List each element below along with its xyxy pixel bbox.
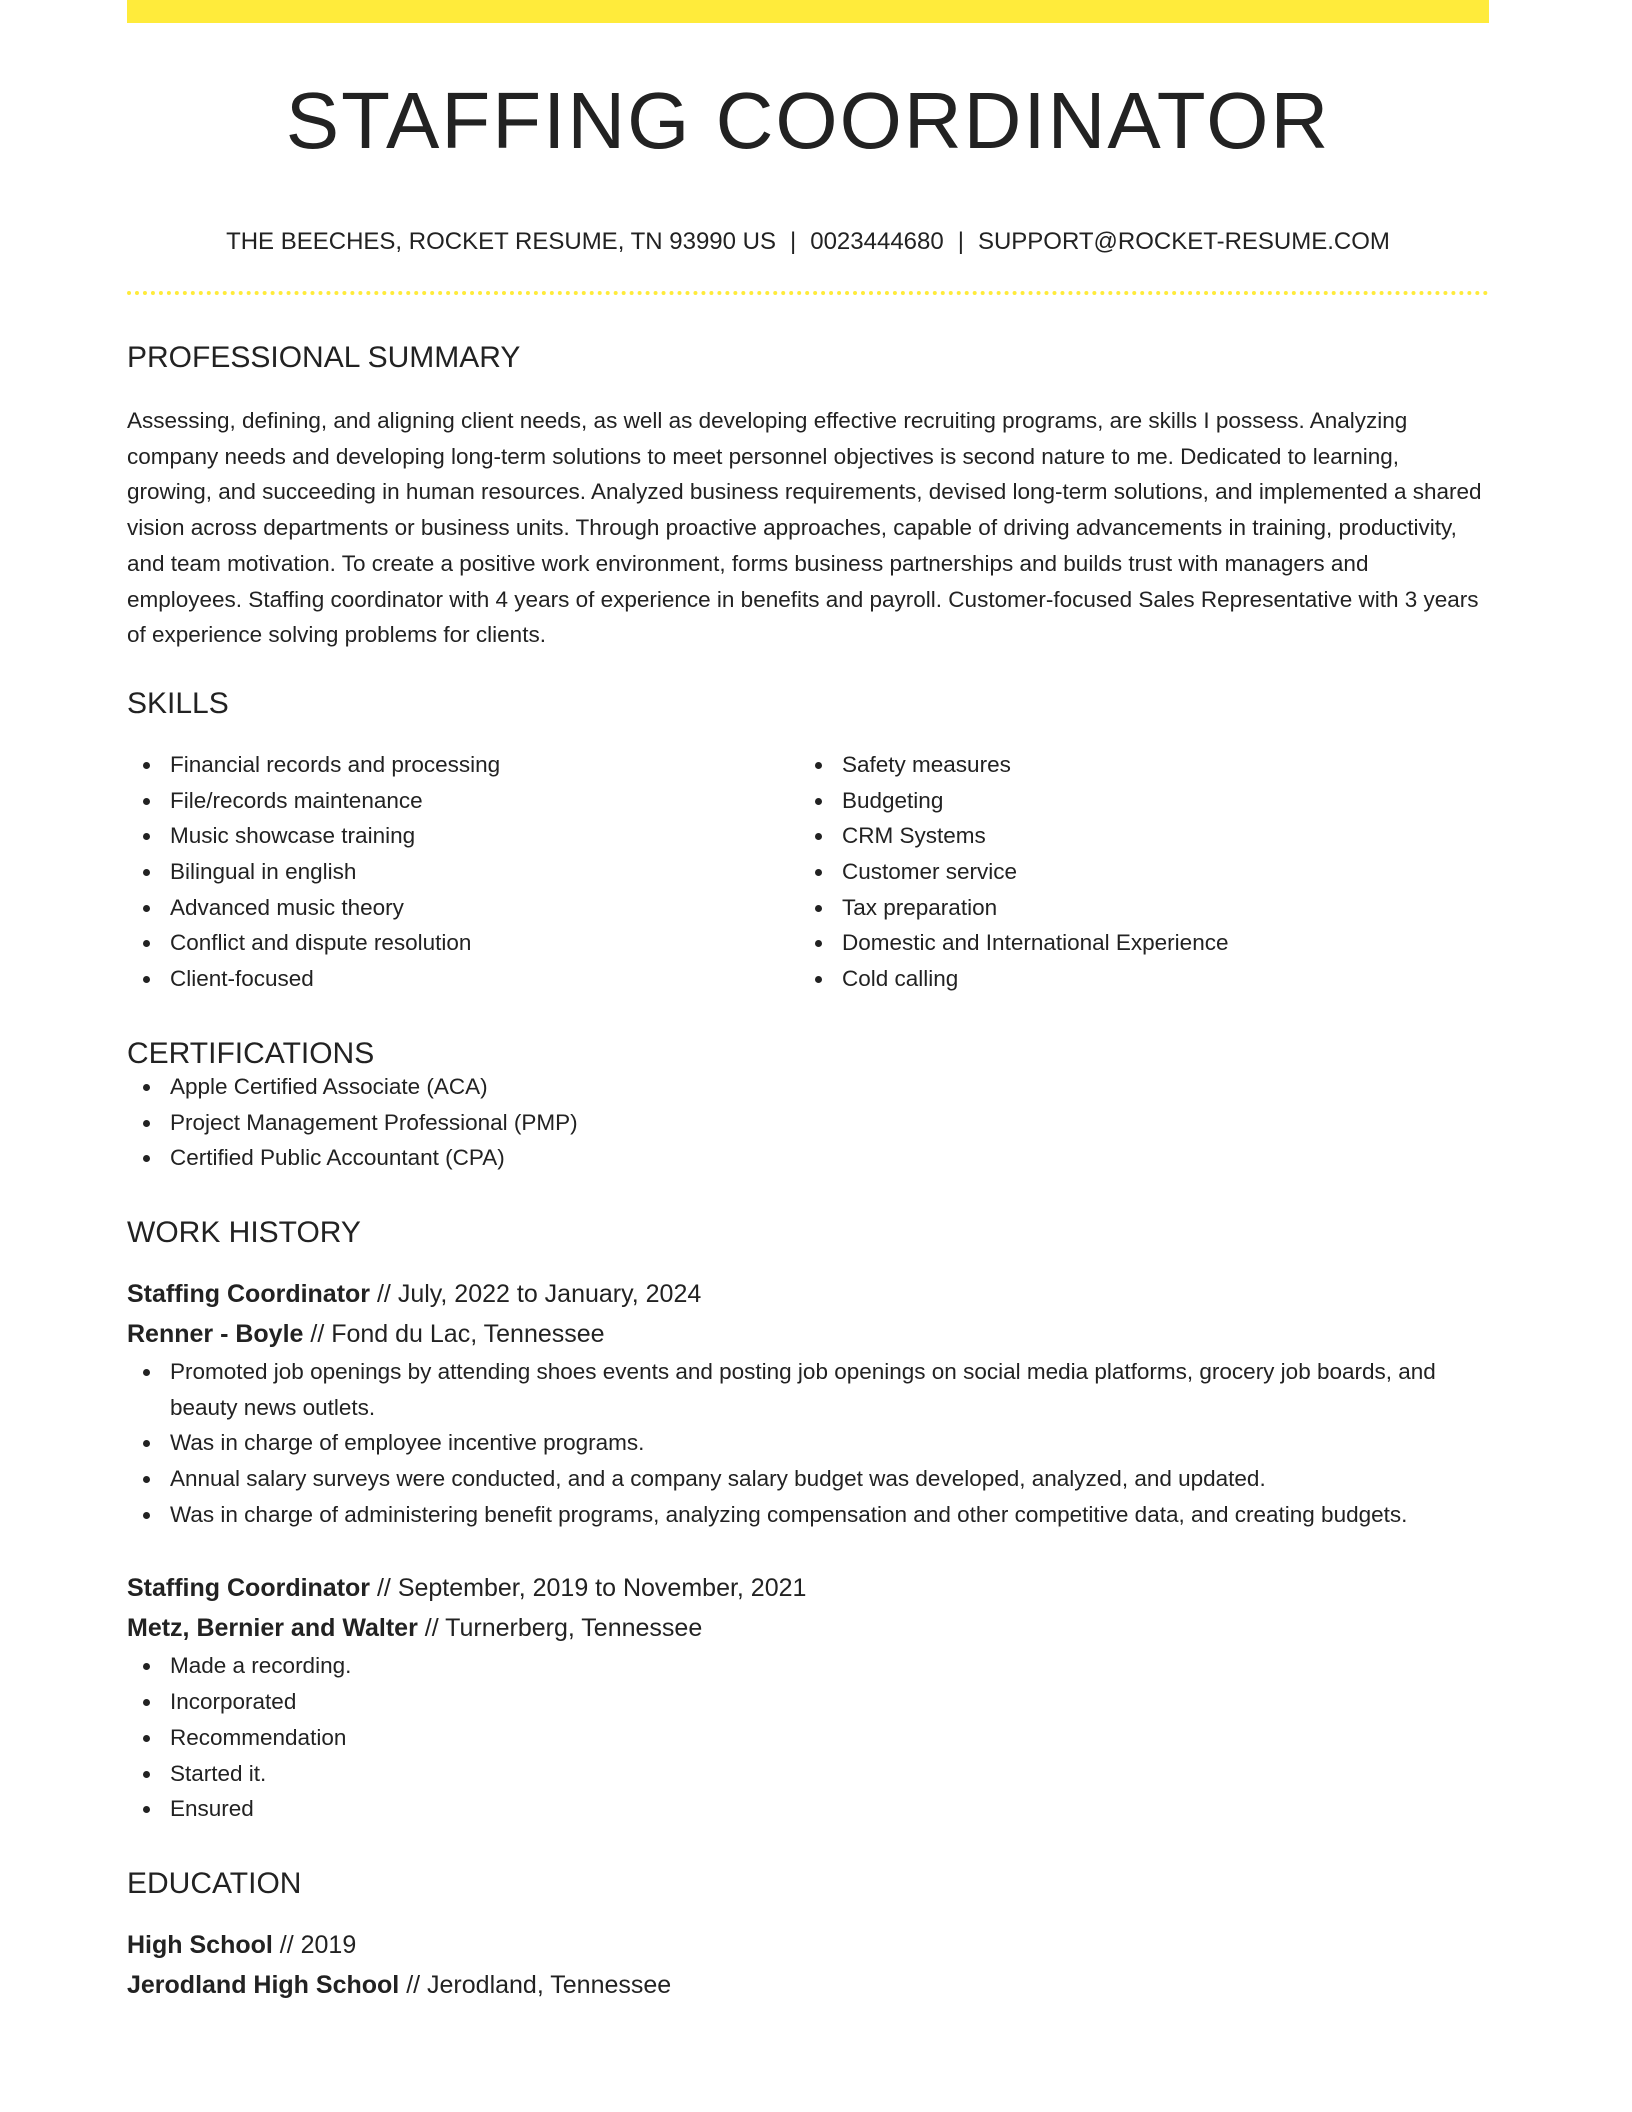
certification-item: Certified Public Accountant (CPA) (127, 1140, 1489, 1176)
job-title-line (127, 1274, 1489, 1314)
job-entry (127, 1568, 1489, 1827)
job-bullet: Ensured (127, 1791, 1489, 1827)
summary-heading: PROFESSIONAL SUMMARY (127, 341, 521, 374)
job-bullet: Was in charge of administering benefit programs, analyzing compensation and other competitive data, and creating budgets. (127, 1497, 1489, 1533)
skills-list-left (127, 747, 799, 997)
contact-address: THE BEECHES, ROCKET RESUME, TN 93990 US (226, 228, 776, 255)
job-company: Renner - Boyle (127, 1319, 304, 1348)
skills-section (127, 686, 1489, 997)
education-heading: EDUCATION (127, 1866, 302, 1900)
education-year: // 2019 (272, 1930, 357, 1959)
education-degree-line (127, 1925, 1489, 1965)
contact-email[interactable]: SUPPORT@ROCKET-RESUME.COM (977, 228, 1390, 255)
skill-item: Music showcase training (127, 818, 799, 854)
skill-item: Conflict and dispute resolution (127, 925, 799, 961)
accent-bar (127, 0, 1489, 23)
work-history-section (127, 1215, 1489, 1827)
contact-phone[interactable]: 0023444680 (810, 228, 944, 255)
job-bullet: Made a recording. (127, 1648, 1489, 1684)
job-bullet-list (127, 1354, 1489, 1533)
job-bullet: Started it. (127, 1756, 1489, 1792)
skills-grid (127, 747, 1489, 997)
skill-item: File/records maintenance (127, 783, 799, 819)
certifications-list (127, 1069, 1489, 1176)
contact-line (127, 230, 1489, 254)
job-company: Metz, Bernier and Walter (127, 1614, 418, 1643)
job-role: Staffing Coordinator (127, 1279, 371, 1308)
skills-list-right (799, 747, 1471, 997)
job-bullet: Annual salary surveys were conducted, and a company salary budget was developed, analyzed, and updated. (127, 1461, 1489, 1497)
skill-item: Budgeting (799, 783, 1471, 819)
contact-separator: | (790, 228, 797, 255)
job-dates: // July, 2022 to January, 2024 (370, 1279, 702, 1308)
job-title-line (127, 1568, 1489, 1608)
job-company-line (127, 1608, 1489, 1648)
job-location: // Fond du Lac, Tennessee (303, 1319, 605, 1348)
work-history-heading: WORK HISTORY (127, 1215, 361, 1249)
dotted-divider (127, 291, 1489, 295)
job-bullet: Incorporated (127, 1684, 1489, 1720)
skills-heading: SKILLS (127, 686, 229, 720)
skill-item: Domestic and International Experience (799, 925, 1471, 961)
job-company-line (127, 1314, 1489, 1354)
education-degree: High School (127, 1930, 273, 1959)
skill-item: Cold calling (799, 961, 1471, 997)
job-entry (127, 1274, 1489, 1533)
skill-item: CRM Systems (799, 818, 1471, 854)
certifications-heading: CERTIFICATIONS (127, 1036, 375, 1070)
summary-section (127, 343, 1489, 653)
contact-separator: | (957, 228, 964, 255)
job-dates: // September, 2019 to November, 2021 (370, 1574, 807, 1603)
skills-column-left (127, 747, 799, 997)
job-bullet: Promoted job openings by attending shoes events and posting job openings on social media platforms, grocery job boards, and beauty news outlets. (127, 1354, 1489, 1425)
skill-item: Safety measures (799, 747, 1471, 783)
certifications-section (127, 1036, 1489, 1176)
resume-title: STAFFING COORDINATOR (285, 76, 1331, 165)
skills-column-right (799, 747, 1471, 997)
education-school-line (127, 1965, 1489, 2005)
summary-text: Assessing, defining, and aligning client needs, as well as developing effective recruiting programs, are skills I possess. Analyzing company needs and developing long-term solutions to meet personnel objectives is second nature to me. Dedicated to learning, growing, and succeeding in human resources. Analyzed business requirements, devised long-term solutions, and implemented a shared vision across departments or business units. Through proactive approaches, capable of driving advancements in training, productivity, and team motivation. To create a positive work environment, forms business partnerships and builds trust with managers and employees. Staffing coordinator with 4 years of experience in benefits and payroll. Customer-focused Sales Representative with 3 years of experience solving problems for clients. (127, 408, 1482, 648)
job-role: Staffing Coordinator (127, 1574, 371, 1603)
job-location: // Turnerberg, Tennessee (417, 1614, 703, 1643)
skill-item: Tax preparation (799, 890, 1471, 926)
skill-item: Client-focused (127, 961, 799, 997)
skill-item: Financial records and processing (127, 747, 799, 783)
job-bullet: Was in charge of employee incentive programs. (127, 1425, 1489, 1461)
education-location: // Jerodland, Tennessee (399, 1970, 672, 1999)
certification-item: Project Management Professional (PMP) (127, 1105, 1489, 1141)
certification-item: Apple Certified Associate (ACA) (127, 1069, 1489, 1105)
education-school: Jerodland High School (127, 1970, 400, 1999)
skill-item: Customer service (799, 854, 1471, 890)
job-bullet-list (127, 1648, 1489, 1827)
job-bullet: Recommendation (127, 1720, 1489, 1756)
skill-item: Bilingual in english (127, 854, 799, 890)
education-section (127, 1866, 1489, 2005)
skill-item: Advanced music theory (127, 890, 799, 926)
resume-page (127, 0, 1489, 2005)
